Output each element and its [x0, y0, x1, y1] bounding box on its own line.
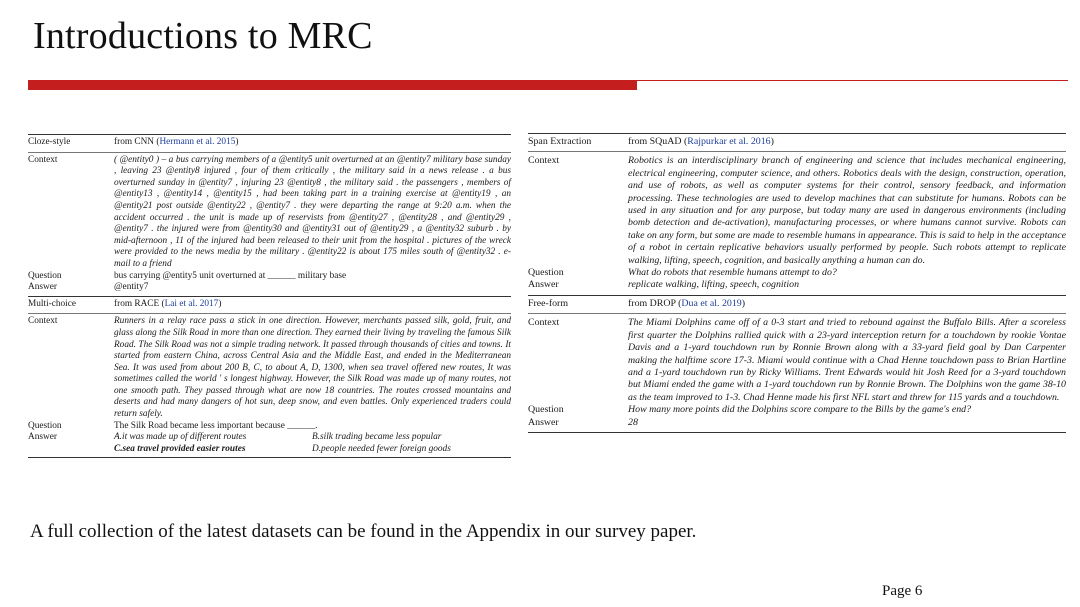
free-answer-row: [528, 417, 1066, 433]
option-b: B.silk trading became less popular: [312, 432, 442, 443]
cloze-citation-link[interactable]: Hermann et al. 2015: [159, 137, 236, 147]
multi-source-prefix: from RACE (: [114, 298, 165, 309]
cloze-source-prefix: from CNN (: [114, 137, 160, 147]
cloze-question-label: Question: [28, 270, 62, 281]
multi-question-row: [28, 421, 511, 433]
cloze-source-suffix: ): [235, 137, 239, 147]
cloze-context-row: [28, 152, 511, 271]
title-rule-thick: [28, 81, 637, 90]
left-examples-table: [28, 134, 511, 458]
multi-context-row: [28, 313, 511, 420]
free-question-label: Question: [528, 404, 564, 416]
span-answer-row: [528, 279, 1066, 294]
span-header-row: [528, 133, 1066, 151]
cloze-answer-text: @entity7: [114, 282, 149, 293]
multi-context-label: Context: [28, 316, 58, 327]
multi-type-label: Multi-choice: [28, 298, 77, 309]
free-question-row: [528, 404, 1066, 416]
span-question-text: What do robots that resemble humans attempt to do?: [628, 267, 837, 279]
page-number: Page 6: [882, 583, 923, 599]
multi-question-label: Question: [28, 420, 62, 431]
free-context-text: The Miami Dolphins came off of a 0-3 start and tried to rebound against the Buffalo Bills. After a scoreless first quarter the Dolphins rallied quick with a 23-yard interception return for a touchdown by rookie Vontae Davis and a 1-yard touchdown run by Ronnie Brown along with a 33-yard field goal by Dan Carpenter making the halftime score 17-3. Miami would continue with a Chad Henne touchdown pass to Brian Hartline and a 1-yard touchdown run by Ricky Williams. Trent Edwards would hit Josh Reed for a 3-yard touchdown but Miami ended the game with a 1-yard touchdown run by Ronnie Brown. The Dolphins won the game 38-10 as the team improved to 1-3. Chad Henne made his first NFL start and threw for 115 yards and a touchdown.: [628, 317, 1066, 403]
multi-answer-options: [114, 432, 511, 455]
option-c-correct: C.sea travel provided easier routes: [114, 443, 246, 454]
span-citation-link[interactable]: Rajpurkar et al. 2016: [687, 136, 771, 147]
span-source-prefix: from SQuAD (: [628, 136, 688, 147]
multi-source: [114, 299, 221, 311]
multi-header-row: [28, 296, 511, 314]
span-question-row: [528, 267, 1066, 279]
free-context-row: [528, 313, 1066, 404]
cloze-context-text: ( @entity0 ) – a bus carrying members of a @entity5 unit overturned at an @entity7 military base sunday , leaving 23 @entity8 injured , four of them critically , the military said in a news release . a bus overturned sunday in @entity7 , injuring 23 @entity8 , the military said . the passengers , members of @entity13 , @entity14 , @entity15 , had been taking part in a training exercise at @entity19 , an @entity21 post outside @entity22 , @entity7 . they were departing the range at 9:20 a.m. when the accident occurred . the unit is made up of reservists from @entity27 , @entity28 , and @entity29 , @entity7 . the injured were from @entity30 and @entity31 out of @entity29 , a @entity32 suburb . by mid-afternoon , 11 of the injured had been released to their unit from the hospital . pictures of the wreck were provided to the news media by the military . @entity22 is about 175 miles south of @entity32 . e-mail to a friend: [114, 154, 511, 269]
cloze-header-row: [28, 134, 511, 152]
span-source-suffix: ): [770, 136, 774, 147]
span-source: [628, 136, 774, 148]
cloze-question-text: bus carrying @entity5 unit overturned at ______ military base: [114, 270, 347, 281]
span-type-label: Span Extraction: [528, 136, 592, 147]
span-context-row: [528, 151, 1066, 267]
option-d: D.people needed fewer foreign goods: [312, 443, 451, 454]
multi-source-suffix: ): [218, 298, 222, 309]
multi-context-text: Runners in a relay race pass a stick in one direction. However, merchants passed silk, gold, fruit, and glass along the Silk Road in more than one direction. They earned their living by traveling the famous Silk Road. The Silk Road was not a simple trading network. It passed through thousands of cities and towns. It started from eastern China, across Central Asia and the Middle East, and ended in the Mediterranean Sea. It was used from about 200 B, C, to about A, D, 1300, when sea travel offered new routes, It was sometimes called the world ' s longest highway. However, the Silk Road was made up of many routes, not one smooth path. They passed through what are now 18 countries. The routes crossed mountains and deserts and had many dangers of hot sun, deep snow, and even battles. Only experienced traders could return safely.: [114, 316, 511, 420]
multi-citation-link[interactable]: Lai et al. 2017: [164, 298, 219, 309]
free-source: [628, 298, 745, 310]
footer-note: A full collection of the latest datasets can be found in the Appendix in our survey paper.: [30, 521, 697, 542]
span-answer-label: Answer: [528, 279, 559, 291]
free-header-row: [528, 295, 1066, 313]
cloze-type-label: Cloze-style: [28, 137, 71, 147]
multi-answer-label: Answer: [28, 432, 57, 443]
multi-question-text: The Silk Road became less important because ______.: [114, 420, 318, 431]
free-source-suffix: ): [741, 297, 746, 309]
cloze-answer-row: [28, 282, 511, 296]
free-citation-link[interactable]: Dua et al. 2019: [681, 297, 742, 309]
free-question-text: How many more points did the Dolphins score compare to the Bills by the game's end?: [628, 404, 972, 416]
slide-title: Introductions to MRC: [33, 15, 373, 57]
option-a: A.it was made up of different routes: [114, 432, 247, 443]
free-source-prefix: from DROP (: [628, 297, 682, 309]
right-examples-table: [528, 133, 1066, 433]
free-answer-text: 28: [628, 416, 638, 428]
free-answer-label: Answer: [528, 416, 559, 428]
cloze-question-row: [28, 271, 511, 283]
free-context-label: Context: [528, 317, 560, 329]
cloze-source: [114, 137, 238, 149]
free-type-label: Free-form: [528, 297, 569, 309]
span-context-label: Context: [528, 155, 560, 167]
cloze-answer-label: Answer: [28, 282, 57, 293]
cloze-context-label: Context: [28, 154, 58, 165]
multi-answer-row: [28, 432, 511, 458]
span-answer-text: replicate walking, lifting, speech, cognition: [628, 279, 800, 291]
span-question-label: Question: [528, 267, 564, 279]
span-context-text: Robotics is an interdisciplinary branch of engineering and science that includes mechanical engineering, electrical engineering, computer science, and others. Robotics deals with the design, construction, operation, and use of robots, as well as computer systems for their control, sensory feedback, and information processing. These technologies are used to develop machines that can substitute for humans. Robots can be used in any situation and for any purpose, but today many are used in dangerous environments (including bomb detection and de-activation), manufacturing processes, or where humans cannot survive. Robots can take on any form, but some are made to resemble humans in appearance. This is said to help in the acceptance of a robot in certain replicative behaviors usually performed by people. Such robots attempt to replicate walking, lifting, speech, cognition, and basically anything a human can do.: [628, 155, 1066, 266]
